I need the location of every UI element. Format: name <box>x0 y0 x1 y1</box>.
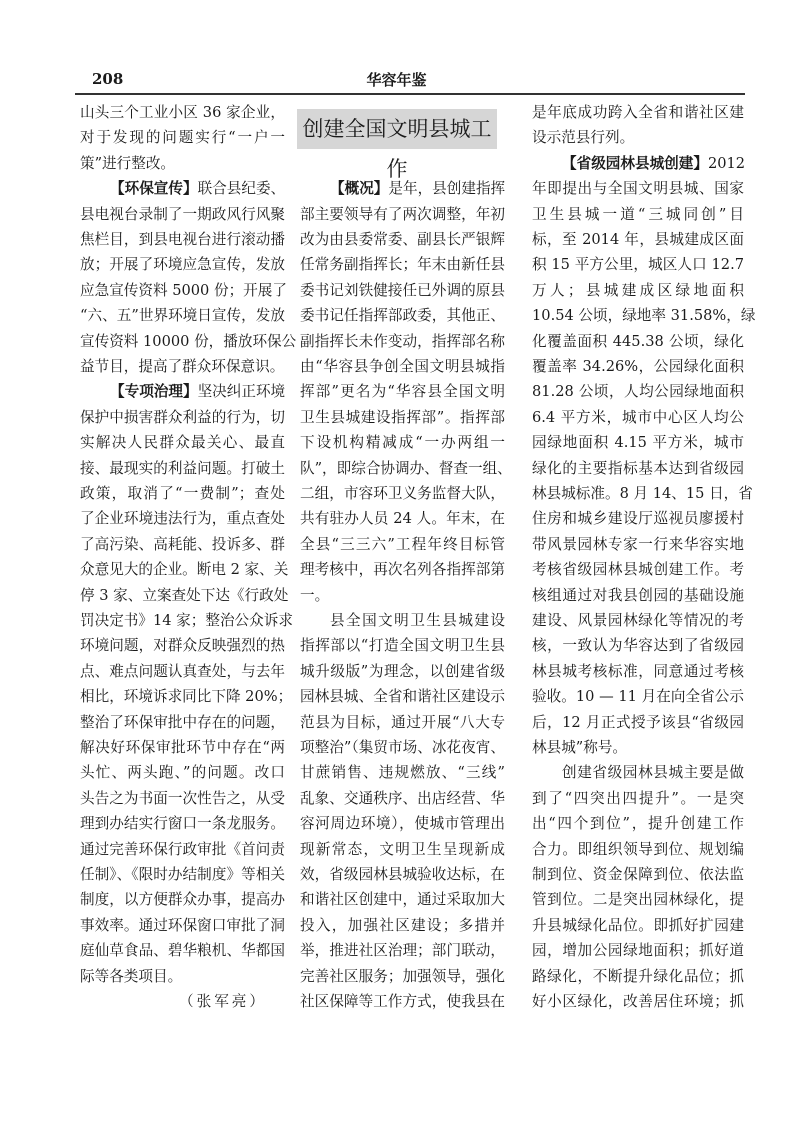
line-text: 验收。10 — 11 月在向全省公示 <box>532 688 744 706</box>
line-text: 实解决人民群众最关心、最直 <box>80 434 285 452</box>
line-text: 应急宣传资料 5000 份；开展了 <box>80 281 287 299</box>
paragraph-line <box>300 430 505 455</box>
paragraph-line <box>300 786 505 811</box>
line-text: 路绿化，不断提升绿化品位；抓 <box>532 967 744 985</box>
paragraph-line <box>80 583 289 608</box>
line-text: 理考核中，再次名列各指挥部第 <box>300 561 505 579</box>
line-text: 接、最现实的利益问题。打破土 <box>80 459 285 477</box>
page-number: 208 <box>92 70 124 88</box>
paragraph-line <box>532 405 744 430</box>
paragraph-line <box>80 760 285 785</box>
line-text: 委书记任指挥部政委，其他正、 <box>300 307 505 325</box>
line-text: 下设机构精减成“一办两组一 <box>300 434 505 452</box>
section-heading: 【专项治理】 <box>110 383 198 401</box>
line-text: 管到位。二是突出园林绿化，提 <box>532 891 744 909</box>
paragraph-line <box>300 887 505 912</box>
paragraph-line <box>300 202 505 227</box>
paragraph-line <box>300 989 505 1014</box>
paragraph-line <box>80 125 285 150</box>
line-text: 园，增加公园绿地面积；抓好道 <box>532 942 744 960</box>
line-text: 通过完善环保行政审批《首问责 <box>80 840 285 858</box>
paragraph-line <box>300 583 505 608</box>
paragraph-line <box>300 354 505 379</box>
line-text: 副指挥长未作变动，指挥部名称 <box>300 332 505 350</box>
paragraph-line <box>300 506 505 531</box>
paragraph-line <box>80 506 285 531</box>
paragraph-line <box>80 786 285 811</box>
line-text: 升县城绿化品位。即抓好扩园建 <box>532 916 744 934</box>
paragraph-line <box>80 887 285 912</box>
line-text: 放；开展了环境应急宣传，发放 <box>80 256 285 274</box>
paragraph-line <box>300 735 505 760</box>
line-text: 10.54 公顷，绿地率 31.58%，绿 <box>532 307 756 325</box>
paragraph-line <box>532 506 744 531</box>
paragraph-line <box>300 252 505 277</box>
paragraph-line <box>300 913 505 938</box>
paragraph-line <box>80 557 289 582</box>
paragraph-line <box>532 659 744 684</box>
paragraph-line <box>532 786 744 811</box>
paragraph-line <box>80 735 285 760</box>
paragraph-line <box>80 862 285 887</box>
line-text: 核组通过对我县创园的基础设施 <box>532 586 744 604</box>
paragraph-line <box>532 176 744 201</box>
paragraph-line <box>300 938 505 963</box>
line-text: 和谐社区创建中，通过采取加大 <box>300 891 505 909</box>
line-text: 制到位、资金保障到位、依法监 <box>532 866 744 883</box>
line-text: 对于发现的问题实行“一户一 <box>80 129 285 147</box>
line-text: 由“华容县争创全国文明县城指 <box>300 358 505 375</box>
line-text: 效，省级园林县城验收达标，在 <box>300 866 505 883</box>
paragraph-line <box>80 252 285 277</box>
paragraph-line <box>532 938 744 963</box>
line-text: 举，推进社区治理；部门联动， <box>300 942 505 960</box>
line-text: 创建省级园林县城主要是做 <box>562 764 744 782</box>
line-text: 山头三个工业小区 36 家企业， <box>80 104 285 121</box>
line-text: 县全国文明卫生县城建设 <box>330 612 505 629</box>
line-text: 乱象、交通秩序、出店经营、华 <box>300 789 505 807</box>
line-text: 后，12 月正式授予该县“省级园 <box>532 713 744 731</box>
line-text: 挥部”更名为“华容县全国文明 <box>300 383 505 401</box>
paragraph-line <box>80 379 285 404</box>
line-text: 到了“四突出四提升”。一是突 <box>532 789 744 807</box>
paragraph-line <box>80 278 285 303</box>
paragraph-line <box>532 608 744 633</box>
paragraph-line <box>300 633 505 658</box>
line-text: 任常务副指挥长；年末由新任县 <box>300 256 505 274</box>
paragraph-line <box>532 583 744 608</box>
line-text: 罚决定书》14 家；整治公众诉求 <box>80 612 293 629</box>
paragraph-line <box>532 379 744 404</box>
line-text: 头忙、两头跑、”的问题。改口 <box>80 764 285 782</box>
line-text: 部主要领导有了两次调整，年初 <box>300 205 505 223</box>
paragraph-line <box>532 354 744 379</box>
line-text: 二组，市容环卫义务监督大队， <box>300 485 505 502</box>
paragraph-line <box>80 659 285 684</box>
line-text: 建设、风景园林绿化等情况的考 <box>532 612 744 629</box>
line-text: 队”，即综合协调办、督查一组、 <box>300 459 512 477</box>
section-title: 创建全国文明县城工作 <box>297 109 497 149</box>
line-text: 出“四个到位”，提升创建工作 <box>532 815 744 833</box>
line-text: 全县“三三六”工程年终目标管 <box>300 535 505 553</box>
line-text: 事效率。通过环保窗口审批了洞 <box>80 916 285 934</box>
paragraph-line <box>80 151 285 176</box>
line-text: 林县城”称号。 <box>532 739 628 756</box>
line-text: 园林县城、全省和谐社区建设示 <box>300 688 505 706</box>
paragraph-line <box>300 608 505 633</box>
paragraph-line <box>300 379 505 404</box>
paragraph-line <box>80 456 285 481</box>
line-text: 了高污染、高耗能、投诉多、群 <box>80 535 285 553</box>
author-signature <box>80 989 285 1014</box>
paragraph-line <box>300 710 505 735</box>
line-text: 际等各类项目。 <box>80 967 183 985</box>
line-text: 城升级版”为理念，以创建省级 <box>300 662 505 680</box>
paragraph-line <box>532 125 744 150</box>
line-text: 头告之为书面一次性告之，从受 <box>80 789 285 807</box>
line-text: 策”进行整改。 <box>80 154 176 172</box>
line-text: 绿化的主要指标基本达到省级园 <box>532 459 744 477</box>
paragraph-line <box>300 760 505 785</box>
paragraph-line <box>300 532 505 557</box>
line-text: 联合县纪委、 <box>197 180 286 198</box>
paragraph-line <box>532 735 744 760</box>
line-text: 停 3 家、立案查处下达《行政处 <box>80 586 289 604</box>
line-text: 年即提出与全国文明县城、国家 <box>532 180 744 198</box>
paragraph-line <box>300 405 505 430</box>
line-text: 林县城标准。8 月 14、15 日，省 <box>532 485 753 502</box>
paragraph-line <box>532 278 744 303</box>
line-text: 指挥部以“打造全国文明卫生县 <box>300 637 505 655</box>
paragraph-line <box>300 303 505 328</box>
section-heading: 【环保宣传】 <box>110 180 198 198</box>
paragraph-line <box>80 938 285 963</box>
section-heading: 【概况】 <box>330 180 389 198</box>
paragraph-line <box>80 532 285 557</box>
line-text: 卫生县城一道“三城同创”目 <box>532 205 744 223</box>
paragraph-line <box>300 456 512 481</box>
paragraph-line <box>532 887 744 912</box>
line-text: 化覆盖面积 445.38 公顷，绿化 <box>532 332 744 350</box>
line-text: 现新常态，文明卫生呈现新成 <box>300 840 505 858</box>
paragraph-line <box>532 329 744 354</box>
paragraph-line <box>80 329 297 354</box>
line-text: 县电视台录制了一期政风行风聚 <box>80 205 285 223</box>
paragraph-line <box>300 329 505 354</box>
paragraph-line <box>532 481 753 506</box>
line-text: 投入，加强社区建设；多措并 <box>300 916 505 934</box>
paragraph-line <box>532 837 744 862</box>
line-text: 卫生县城建设指挥部”。指挥部 <box>300 408 505 426</box>
paragraph-line <box>80 710 285 735</box>
line-text: 带风景园林专家一行来华容实地 <box>532 535 744 553</box>
paragraph-line <box>300 176 505 201</box>
line-text: 宣传资料 10000 份，播放环保公 <box>80 332 297 350</box>
paragraph-line <box>300 684 505 709</box>
line-text: 园绿地面积 4.15 平方米，城市 <box>532 434 744 452</box>
paragraph-line <box>80 430 285 455</box>
paragraph-line <box>300 659 505 684</box>
line-text: 环境问题，对群众反映强烈的热 <box>80 637 285 655</box>
line-text: 容河周边环境），使城市管理出 <box>300 815 505 833</box>
line-text: 是年底成功跨入全省和谐社区建 <box>532 104 744 121</box>
paragraph-line <box>80 811 285 836</box>
line-text: 点、难点问题认真查处，与去年 <box>80 662 285 680</box>
line-text: 核，一致认为华容达到了省级园 <box>532 637 744 655</box>
line-text: 覆盖率 34.26%，公园绿化面积 <box>532 358 744 375</box>
paragraph-line <box>532 913 744 938</box>
paragraph-line <box>532 989 744 1014</box>
paragraph-line <box>300 862 505 887</box>
line-text: 制度，以方便群众办事，提高办 <box>80 891 285 909</box>
line-text: 坚决纠正环境 <box>197 383 286 401</box>
paragraph-line <box>80 964 285 989</box>
paragraph-line <box>300 557 505 582</box>
paragraph-line <box>80 481 285 506</box>
paragraph-line <box>532 100 744 125</box>
paragraph-line <box>80 176 285 201</box>
paragraph-line <box>80 608 293 633</box>
line-text: 考核省级园林县城创建工作。考 <box>532 561 744 579</box>
paragraph-line <box>80 303 285 328</box>
paragraph-line <box>532 760 744 785</box>
line-text: 社区保障等工作方式，使我县在 <box>300 993 505 1010</box>
paragraph-line <box>80 202 285 227</box>
line-text: 了企业环境违法行为，重点查处 <box>80 510 285 528</box>
line-text: 焦栏目，到县电视台进行滚动播 <box>80 231 285 248</box>
line-text: 林县城考核标准，同意通过考核 <box>532 662 744 680</box>
line-text: 完善社区服务；加强领导，强化 <box>300 967 505 985</box>
paragraph-line <box>80 405 285 430</box>
paragraph-line <box>532 964 744 989</box>
section-heading: 【省级园林县城创建】 <box>562 154 708 172</box>
line-text: 好小区绿化，改善居住环境；抓 <box>532 993 744 1010</box>
line-text: 住房和城乡建设厅巡视员廖援村 <box>532 510 744 528</box>
line-text: 共有驻办人员 24 人。年末，在 <box>300 510 505 528</box>
line-text: 设示范县行列。 <box>532 129 635 147</box>
line-text: 政策，取消了“一费制”；查处 <box>80 485 285 502</box>
line-text: 委书记刘铁健接任已外调的原县 <box>300 281 505 299</box>
line-text: 众意见大的企业。断电 2 家、关 <box>80 561 289 579</box>
line-text: 益节目，提高了群众环保意识。 <box>80 358 285 375</box>
running-title: 华容年鉴 <box>366 71 427 89</box>
paragraph-line <box>300 837 505 862</box>
paragraph-line <box>532 303 756 328</box>
line-text: 项整治”（集贸市场、冰花夜宵、 <box>300 739 505 756</box>
line-text: 是年，县创建指挥 <box>388 180 506 198</box>
paragraph-line <box>300 227 505 252</box>
paragraph-line <box>80 837 285 862</box>
line-text: 保护中损害群众利益的行为，切 <box>80 408 285 426</box>
line-text: 改为由县委常委、副县长严银辉 <box>300 231 505 248</box>
paragraph-line <box>532 227 744 252</box>
line-text: 整治了环保审批中存在的问题， <box>80 713 285 731</box>
paragraph-line <box>80 684 293 709</box>
paragraph-line <box>80 633 285 658</box>
paragraph-line <box>532 456 744 481</box>
line-text: 任制》、《限时办结制度》等相关 <box>80 866 285 883</box>
line-text: 2012 <box>707 154 746 172</box>
line-text: 6.4 平方米，城市中心区人均公 <box>532 408 744 426</box>
paragraph-line <box>532 684 744 709</box>
line-text: 范县为目标，通过开展“八大专 <box>300 713 505 731</box>
paragraph-line <box>532 862 744 887</box>
paragraph-line <box>532 252 744 277</box>
line-text: 甘蔗销售、违规燃放、“三线” <box>300 764 505 782</box>
line-text: 积 15 平方公里，城区人口 12.7 <box>532 256 744 274</box>
line-text: 一。 <box>300 586 330 604</box>
line-text: 相比，环境诉求同比下降 20%； <box>80 688 293 706</box>
line-text: 标，至 2014 年，县城建成区面 <box>532 231 744 248</box>
paragraph-line <box>300 964 505 989</box>
paragraph-line <box>532 633 744 658</box>
line-text: 万人；县城建成区绿地面积 <box>532 281 744 299</box>
paragraph-line <box>300 278 505 303</box>
paragraph-line <box>80 354 285 379</box>
line-text: 合力。即组织领导到位、规划编 <box>532 840 744 858</box>
paragraph-line <box>532 532 744 557</box>
paragraph-line <box>300 481 505 506</box>
paragraph-line <box>532 430 744 455</box>
line-text: （张军亮） <box>179 993 267 1010</box>
paragraph-line <box>80 227 285 252</box>
paragraph-line <box>532 811 744 836</box>
paragraph-line <box>532 202 744 227</box>
paragraph-line <box>300 811 505 836</box>
paragraph-line <box>532 151 744 176</box>
paragraph-line <box>532 710 744 735</box>
line-text: 庭仙草食品、碧华粮机、华都国 <box>80 942 285 960</box>
line-text: “六、五”世界环境日宣传，发放 <box>80 307 285 325</box>
line-text: 81.28 公顷，人均公园绿地面积 <box>532 383 744 401</box>
paragraph-line <box>532 557 744 582</box>
paragraph-line <box>80 100 285 125</box>
header-rule <box>75 93 745 95</box>
paragraph-line <box>80 913 285 938</box>
line-text: 理到办结实行窗口一条龙服务。 <box>80 815 285 833</box>
line-text: 解决好环保审批环节中存在“两 <box>80 739 285 756</box>
